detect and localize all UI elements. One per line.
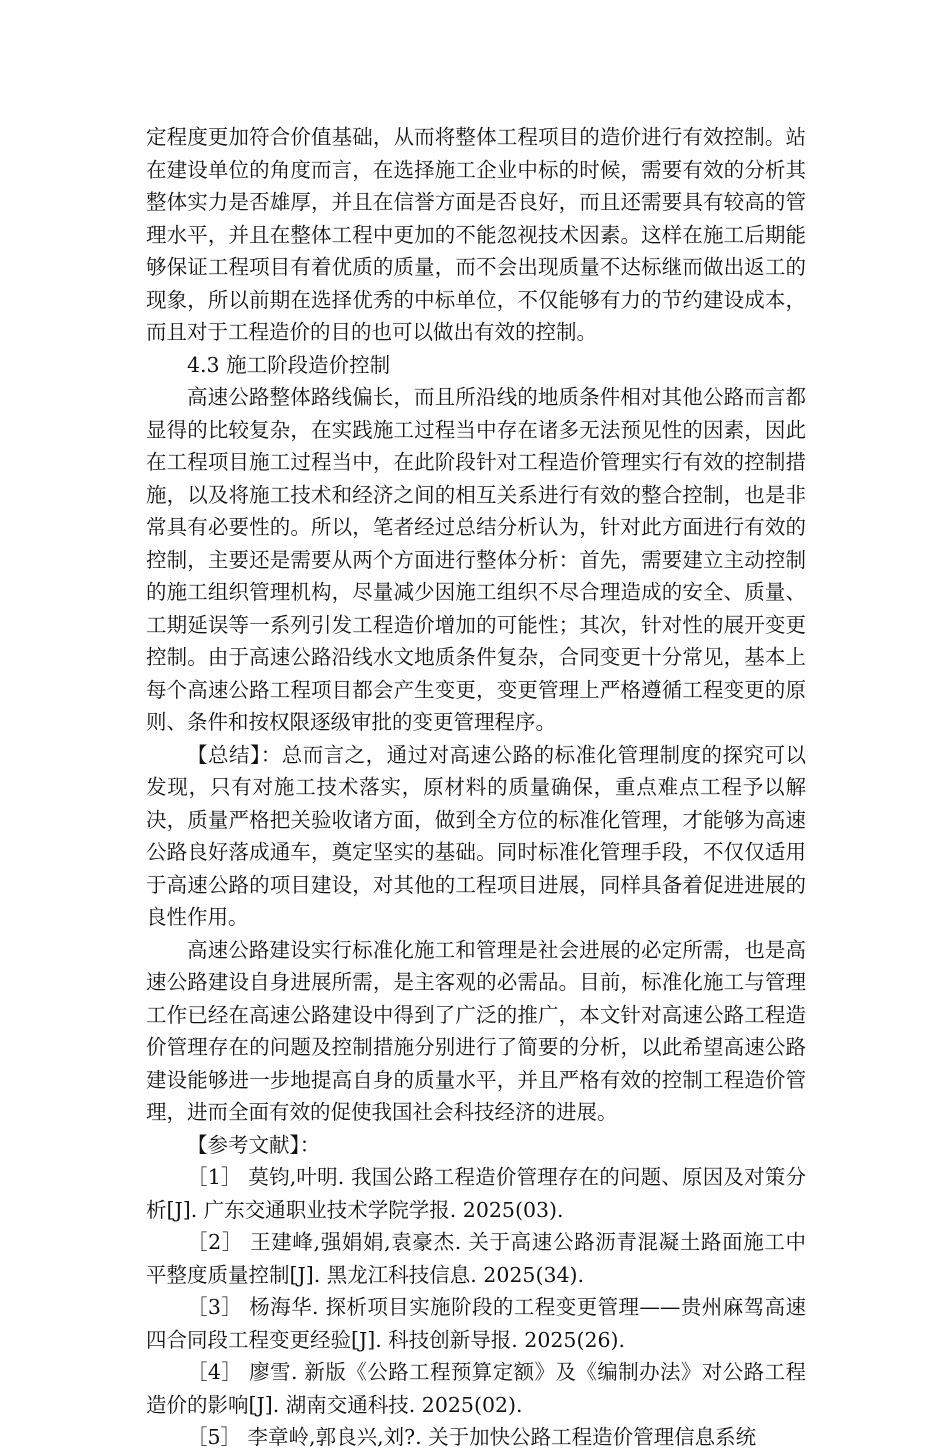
body-paragraph: 定程度更加符合价值基础，从而将整体工程项目的造价进行有效控制。站在建设单位的角度而言，在选择施工企业中标的时候，需要有效的分析其整体实力是否雄厚，并且在信誉方面是否良好，而且还需要具有较高的管理水平，并且在整体工程中更加的不能忽视技术因素。这样在施工后期能够保证工程项目有着优质的质量，而不会出现质量不达标继而做出返工的现象，所以前期在选择优秀的中标单位，不仅能够有力的节约建设成本，而且对于工程造价的目的也可以做出有效的控制。 [146,125,806,344]
reference-item: ［5］ 李章岭,郭良兴,刘?. 关于加快公路工程造价管理信息系统 [187,1425,757,1449]
reference-item: ［4］ 廖雪. 新版《公路工程预算定额》及《编制办法》对公路工程造价的影响[J]. 湖南交通科技. 2025(02). [146,1360,806,1417]
reference-item: ［3］ 杨海华. 探析项目实施阶段的工程变更管理——贵州麻驾高速四合同段工程变更经验[J]. 科技创新导报. 2025(26). [146,1295,806,1352]
document-body [146,121,806,1454]
reference-list [146,1161,806,1454]
reference-item: ［1］ 莫钧,叶明. 我国公路工程造价管理存在的问题、原因及对策分析[J]. 广东交通职业技术学院学报. 2025(03). [146,1165,806,1222]
references-heading: 【参考文献】： [187,1132,321,1157]
body-paragraph: 高速公路建设实行标准化施工和管理是社会进展的必定所需，也是高速公路建设自身进展所需，是主客观的必需品。目前，标准化施工与管理工作已经在高速公路建设中得到了广泛的推广，本文针对高速公路工程造价管理存在的问题及控制措施分别进行了简要的分析，以此希望高速公路建设能够进一步地提高自身的质量水平，并且严格有效的控制工程造价管理，进而全面有效的促使我国社会科技经济的进展。 [146,937,806,1124]
section-heading: 4.3 施工阶段造价控制 [187,352,391,377]
body-paragraph: 高速公路整体路线偏长，而且所沿线的地质条件相对其他公路而言都显得的比较复杂，在实践施工过程当中存在诸多无法预见性的因素，因此在工程项目施工过程当中，在此阶段针对工程造价管理实行有效的控制措施，以及将施工技术和经济之间的相互关系进行有效的整合控制，也是非常具有必要性的。所以，笔者经过总结分析认为，针对此方面进行有效的控制，主要还是需要从两个方面进行整体分析：首先，需要建立主动控制的施工组织管理机构，尽量减少因施工组织不尽合理造成的安全、质量、工期延误等一系列引发工程造价增加的可能性；其次，针对性的展开变更控制。由于高速公路沿线水文地质条件复杂，合同变更十分常见，基本上每个高速公路工程项目都会产生变更，变更管理上严格遵循工程变更的原则、条件和按权限逐级审批的变更管理程序。 [146,385,806,734]
reference-item: ［2］ 王建峰,强娟娟,袁豪杰. 关于高速公路沥青混凝土路面施工中平整度质量控制[J]. 黑龙江科技信息. 2025(34). [146,1230,806,1287]
summary-paragraph: 【总结】：总而言之，通过对高速公路的标准化管理制度的探究可以发现，只有对施工技术落实，原材料的质量确保，重点难点工程予以解决，质量严格把关验收诸方面，做到全方位的标准化管理，才能够为高速公路良好落成通车，奠定坚实的基础。同时标准化管理手段，不仅仅适用于高速公路的项目建设，对其他的工程项目进展，同样具备着促进进展的良性作用。 [146,742,806,929]
